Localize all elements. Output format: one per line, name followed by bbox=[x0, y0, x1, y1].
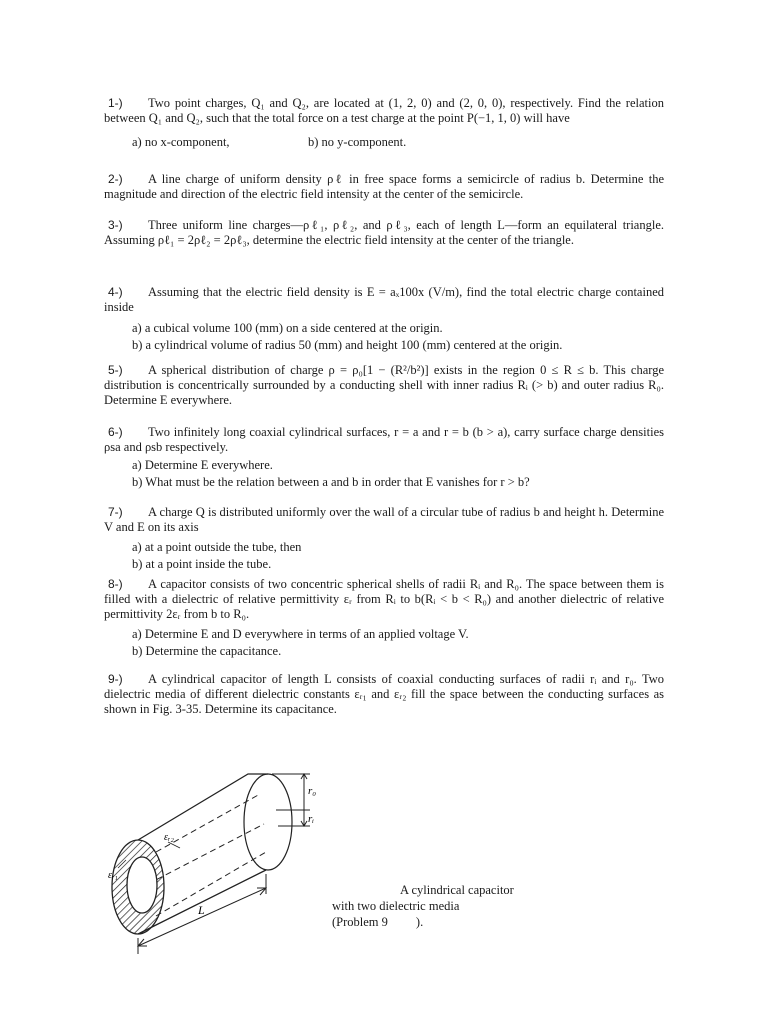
problem-number: 5-) bbox=[108, 363, 123, 377]
problem-text: Three uniform line charges—ρℓ₁, ρℓ₂, and ρℓ₃, each of length L—form an equilateral triangle. Assuming ρℓ₁ = 2ρℓ₂ = 2ρℓ₃, determine the electric field intensity at the center of the triangle. bbox=[104, 218, 664, 247]
problem-9 bbox=[104, 672, 664, 717]
subpart-a: a) Determine E and D everywhere in terms of an applied voltage V. bbox=[132, 627, 469, 641]
subpart-a: a) a cubical volume 100 (mm) on a side centered at the origin. bbox=[132, 321, 443, 335]
label-L: L bbox=[198, 903, 205, 917]
problem-5 bbox=[104, 363, 664, 408]
subpart-b: b) Determine the capacitance. bbox=[132, 644, 282, 658]
problem-4 bbox=[104, 285, 664, 353]
problem-text: Two point charges, Q₁ and Q₂, are located at (1, 2, 0) and (2, 0, 0), respectively. Find the relation between Q₁ and Q₂, such that the total force on a test charge at the point P(−1, 1, 0) will have bbox=[104, 96, 664, 125]
label-er1: εᵣ₁ bbox=[108, 870, 118, 881]
subpart-b: b) What must be the relation between a and b in order that E vanishes for r > b? bbox=[132, 475, 530, 489]
problem-text: Assuming that the electric field density is E = aₓ100x (V/m), find the total electric charge contained inside bbox=[104, 285, 664, 314]
problem-2 bbox=[104, 172, 664, 202]
problem-number: 9-) bbox=[108, 672, 123, 686]
problem-text: Two infinitely long coaxial cylindrical surfaces, r = a and r = b (b > a), carry surface charge densities ρsa and ρsb respectively. bbox=[104, 425, 664, 454]
subpart-a: a) Determine E everywhere. bbox=[132, 458, 273, 472]
problem-7 bbox=[104, 505, 664, 572]
subpart-a: a) no x-component, bbox=[132, 135, 230, 149]
subpart-a: a) at a point outside the tube, then bbox=[132, 540, 302, 554]
problem-6 bbox=[104, 425, 664, 490]
problem-number: 8-) bbox=[108, 577, 123, 591]
subpart-b: b) no y-component. bbox=[308, 135, 407, 149]
label-er2: εᵣ₂ bbox=[164, 832, 174, 843]
label-ri: rᵢ bbox=[308, 813, 315, 825]
problem-number: 6-) bbox=[108, 425, 123, 439]
problem-text: A cylindrical capacitor of length L consists of coaxial conducting surfaces of radii rᵢ and r₀. Two dielectric media of different dielectric constants εᵣ₁ and εᵣ₂ fill the space between the conducting surfaces as shown in Fig. 3-35. Determine its capacitance. bbox=[104, 672, 664, 716]
caption-line-3: (Problem 9 bbox=[332, 915, 388, 929]
caption-line-1: A cylindrical capacitor bbox=[400, 883, 514, 897]
problem-3 bbox=[104, 218, 664, 248]
problem-1 bbox=[104, 96, 664, 150]
problem-text: A charge Q is distributed uniformly over the wall of a circular tube of radius b and height h. Determine V and E on its axis bbox=[104, 505, 664, 534]
problem-text: A line charge of uniform density ρℓ in free space forms a semicircle of radius b. Determine the magnitude and direction of the electric field intensity at the center of the semicircle. bbox=[104, 172, 664, 201]
figure-caption bbox=[332, 882, 572, 930]
subpart-b: b) at a point inside the tube. bbox=[132, 557, 272, 571]
problem-number: 1-) bbox=[108, 96, 123, 110]
label-ro: r₀ bbox=[308, 785, 317, 797]
caption-line-2: with two dielectric media bbox=[332, 899, 460, 913]
problem-number: 7-) bbox=[108, 505, 123, 519]
caption-tail: ). bbox=[415, 915, 424, 929]
subpart-b: b) a cylindrical volume of radius 50 (mm) and height 100 (mm) centered at the origin. bbox=[132, 338, 563, 352]
problem-text: A spherical distribution of charge ρ = ρ₀[1 − (R²/b²)] exists in the region 0 ≤ R ≤ b. This charge distribution is concentrically surrounded by a conducting shell with inner radius Rᵢ (> b) and outer radius R₀. Determine E everywhere. bbox=[104, 363, 664, 407]
problem-8 bbox=[104, 577, 664, 659]
problem-number: 3-) bbox=[108, 218, 123, 232]
problem-text: A capacitor consists of two concentric spherical shells of radii Rᵢ and R₀. The space between them is filled with a dielectric of relative permittivity εᵣ from Rᵢ to b(Rᵢ < b < R₀) and another dielectric of relative permittivity 2εᵣ from b to R₀. bbox=[104, 577, 664, 621]
problem-number: 2-) bbox=[108, 172, 123, 186]
problem-number: 4-) bbox=[108, 285, 123, 299]
